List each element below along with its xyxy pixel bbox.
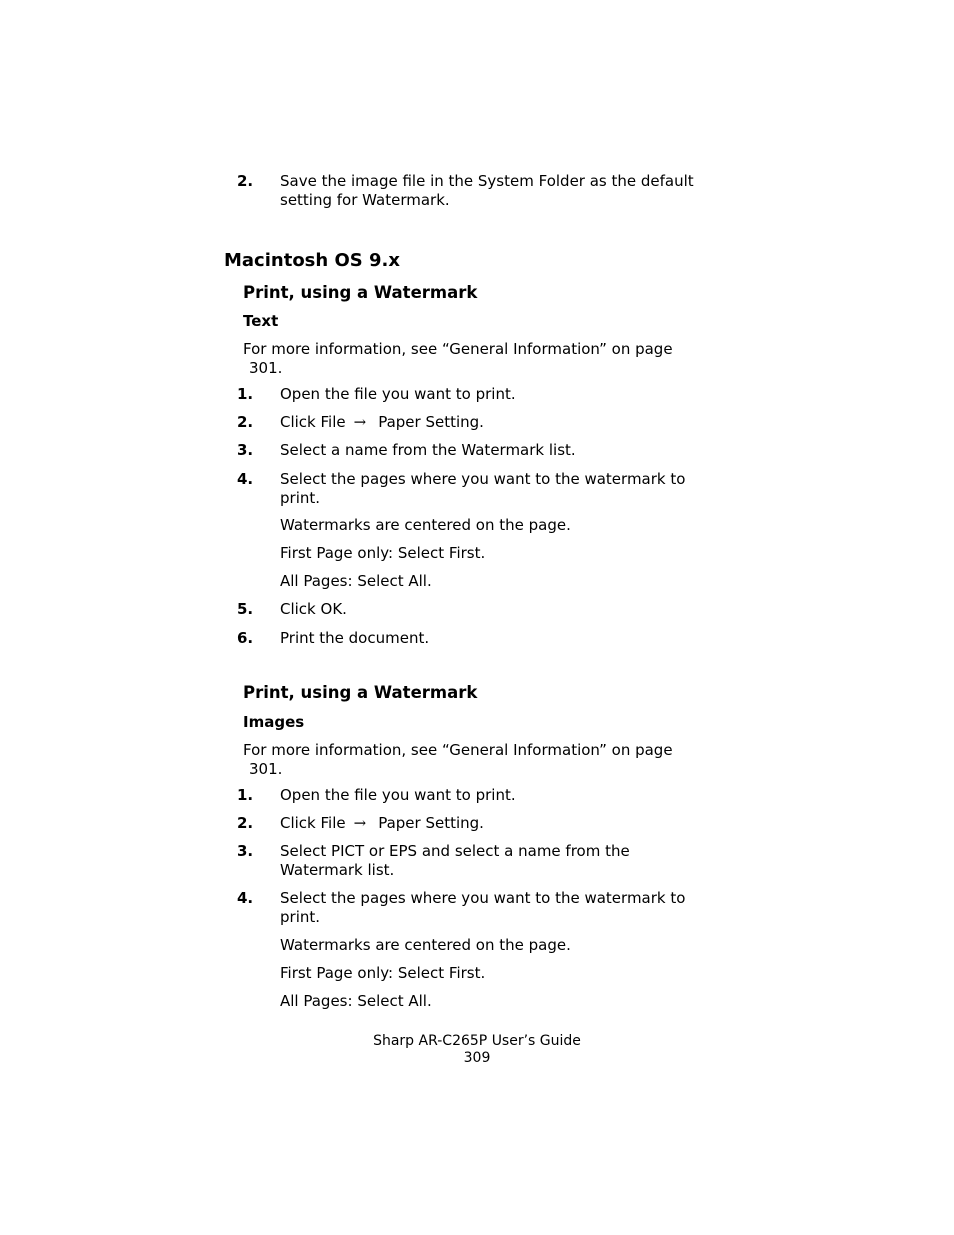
step-number: 1. [237,786,254,804]
step-number: 2. [237,413,254,431]
step-number: 2. [237,814,254,832]
page-number: 309 [463,1050,491,1066]
footer-guide-title: Sharp AR-C265P User’s Guide [373,1033,581,1049]
step-number: 1. [237,385,254,403]
step-text: Open the file you want to print. [280,385,516,403]
step-number: 2. [237,172,254,190]
step-text-part: Click File [280,413,346,431]
step-note: Watermarks are centered on the page. [280,516,571,534]
step-note: Watermarks are centered on the page. [280,936,571,954]
step-text: Save the image file in the System Folder as the default setting for Watermark. [280,172,694,209]
step-text: Open the file you want to print. [280,786,516,804]
step-text: Print the document. [280,629,430,647]
step-text [280,814,720,833]
step-text: Click OK. [280,600,347,618]
block1-intro [243,340,713,378]
step-note: All Pages: Select All. [280,992,432,1010]
intro-line: For more information, see “General Information” on page [243,741,673,759]
right-arrow-icon: → [353,413,367,431]
intro-line: For more information, see “General Information” on page [243,340,673,358]
step-text-part: Paper Setting. [378,413,484,431]
step-note: First Page only: Select First. [280,544,486,562]
step-text-part: Click File [280,814,346,832]
step-number: 6. [237,629,254,647]
step-text: Select the pages where you want to the watermark to print. [280,470,686,507]
block2-intro [243,741,713,779]
step-text: Select the pages where you want to the watermark to print. [280,889,686,926]
right-arrow-icon: → [353,814,367,832]
block1-subheading: Text [243,312,279,330]
intro-page-ref: 301. [249,359,283,377]
block1-heading: Print, using a Watermark [243,283,478,302]
step-text: Select a name from the Watermark list. [280,441,576,459]
block2-subheading: Images [243,713,305,731]
section-title: Macintosh OS 9.x [224,250,400,271]
step-number: 3. [237,842,254,860]
step-text-part: Paper Setting. [378,814,484,832]
step-text: Select PICT or EPS and select a name from the Watermark list. [280,842,630,879]
step-text [280,413,720,432]
block2-heading: Print, using a Watermark [243,683,478,702]
step-number: 5. [237,600,254,618]
step-number: 4. [237,889,254,907]
step-note: All Pages: Select All. [280,572,432,590]
step-note: First Page only: Select First. [280,964,486,982]
step-number: 4. [237,470,254,488]
step-number: 3. [237,441,254,459]
intro-page-ref: 301. [249,760,283,778]
